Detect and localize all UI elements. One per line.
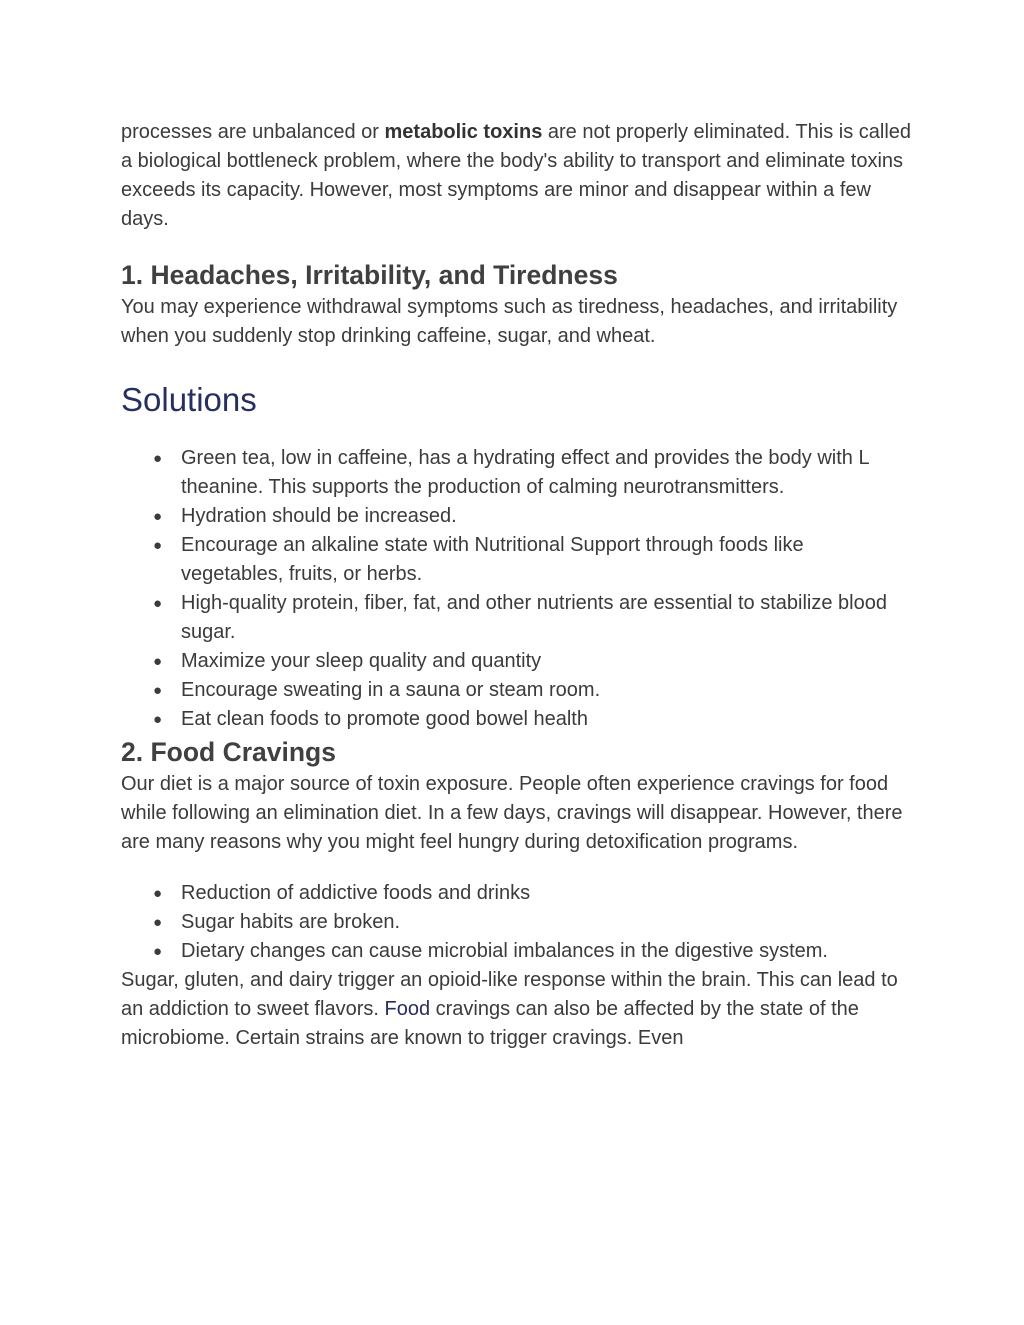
bullet-icon: ● bbox=[153, 450, 163, 467]
cravings-list bbox=[121, 879, 911, 966]
list-item-text: High-quality protein, fiber, fat, and other nutrients are essential to stabilize blood sugar. bbox=[181, 592, 887, 643]
bullet-icon: ● bbox=[153, 682, 163, 699]
list-item-text: Eat clean foods to promote good bowel health bbox=[181, 708, 588, 730]
list-item bbox=[121, 705, 911, 734]
list-item bbox=[121, 531, 911, 589]
closing-text-part1: Sugar, gluten, and dairy trigger an opioid-like response within the brain. This can lead to an addiction to sweet flavors. bbox=[121, 969, 898, 1020]
list-item-text: Dietary changes can cause microbial imbalances in the digestive system. bbox=[181, 940, 828, 962]
bullet-icon: ● bbox=[153, 711, 163, 728]
list-item bbox=[121, 676, 911, 705]
intro-text-part1: processes are unbalanced or bbox=[121, 121, 385, 143]
solutions-heading: Solutions bbox=[121, 381, 257, 418]
bullet-icon: ● bbox=[153, 595, 163, 612]
bullet-icon: ● bbox=[153, 653, 163, 670]
list-item-text: Reduction of addictive foods and drinks bbox=[181, 882, 531, 904]
list-item bbox=[121, 908, 911, 937]
section1-heading: 1. Headaches, Irritability, and Tiredness bbox=[121, 260, 618, 290]
list-item bbox=[121, 937, 911, 966]
intro-text-part2: are not properly eliminated. This is called a biological bottleneck problem, where the body's ability to transport and eliminate toxins exceeds its capacity. However, most symptoms are minor and disappear within a few days. bbox=[121, 121, 912, 230]
bullet-icon: ● bbox=[153, 943, 163, 960]
bullet-icon: ● bbox=[153, 914, 163, 931]
document-page bbox=[121, 118, 911, 1053]
closing-text-part2: cravings can also be affected by the state of the microbiome. Certain strains are known to trigger cravings. Even bbox=[121, 998, 859, 1049]
list-item-text: Maximize your sleep quality and quantity bbox=[181, 650, 542, 672]
list-item bbox=[121, 589, 911, 647]
section2-paragraph: Our diet is a major source of toxin exposure. People often experience cravings for food while following an elimination diet. In a few days, cravings will disappear. However, there are many reasons why you might feel hungry during detoxification programs. bbox=[121, 773, 903, 853]
bullet-icon: ● bbox=[153, 508, 163, 525]
bullet-icon: ● bbox=[153, 885, 163, 902]
bullet-icon: ● bbox=[153, 537, 163, 554]
list-item-text: Green tea, low in caffeine, has a hydrating effect and provides the body with L theanine. This supports the production of calming neurotransmitters. bbox=[181, 447, 869, 498]
food-link[interactable]: Food bbox=[384, 998, 431, 1020]
list-item-text: Encourage sweating in a sauna or steam room. bbox=[181, 679, 601, 701]
list-item-text: Hydration should be increased. bbox=[181, 505, 457, 527]
list-item bbox=[121, 502, 911, 531]
intro-bold-term: metabolic toxins bbox=[384, 121, 543, 143]
list-item-text: Sugar habits are broken. bbox=[181, 911, 401, 933]
list-item-text: Encourage an alkaline state with Nutritional Support through foods like vegetables, fruits, or herbs. bbox=[181, 534, 804, 585]
intro-paragraph bbox=[121, 118, 911, 234]
list-item bbox=[121, 444, 911, 502]
solutions-list bbox=[121, 444, 911, 734]
list-item bbox=[121, 879, 911, 908]
section1-paragraph: You may experience withdrawal symptoms such as tiredness, headaches, and irritability when you suddenly stop drinking caffeine, sugar, and wheat. bbox=[121, 296, 898, 347]
section2-heading: 2. Food Cravings bbox=[121, 737, 336, 767]
closing-paragraph bbox=[121, 966, 911, 1053]
list-item bbox=[121, 647, 911, 676]
